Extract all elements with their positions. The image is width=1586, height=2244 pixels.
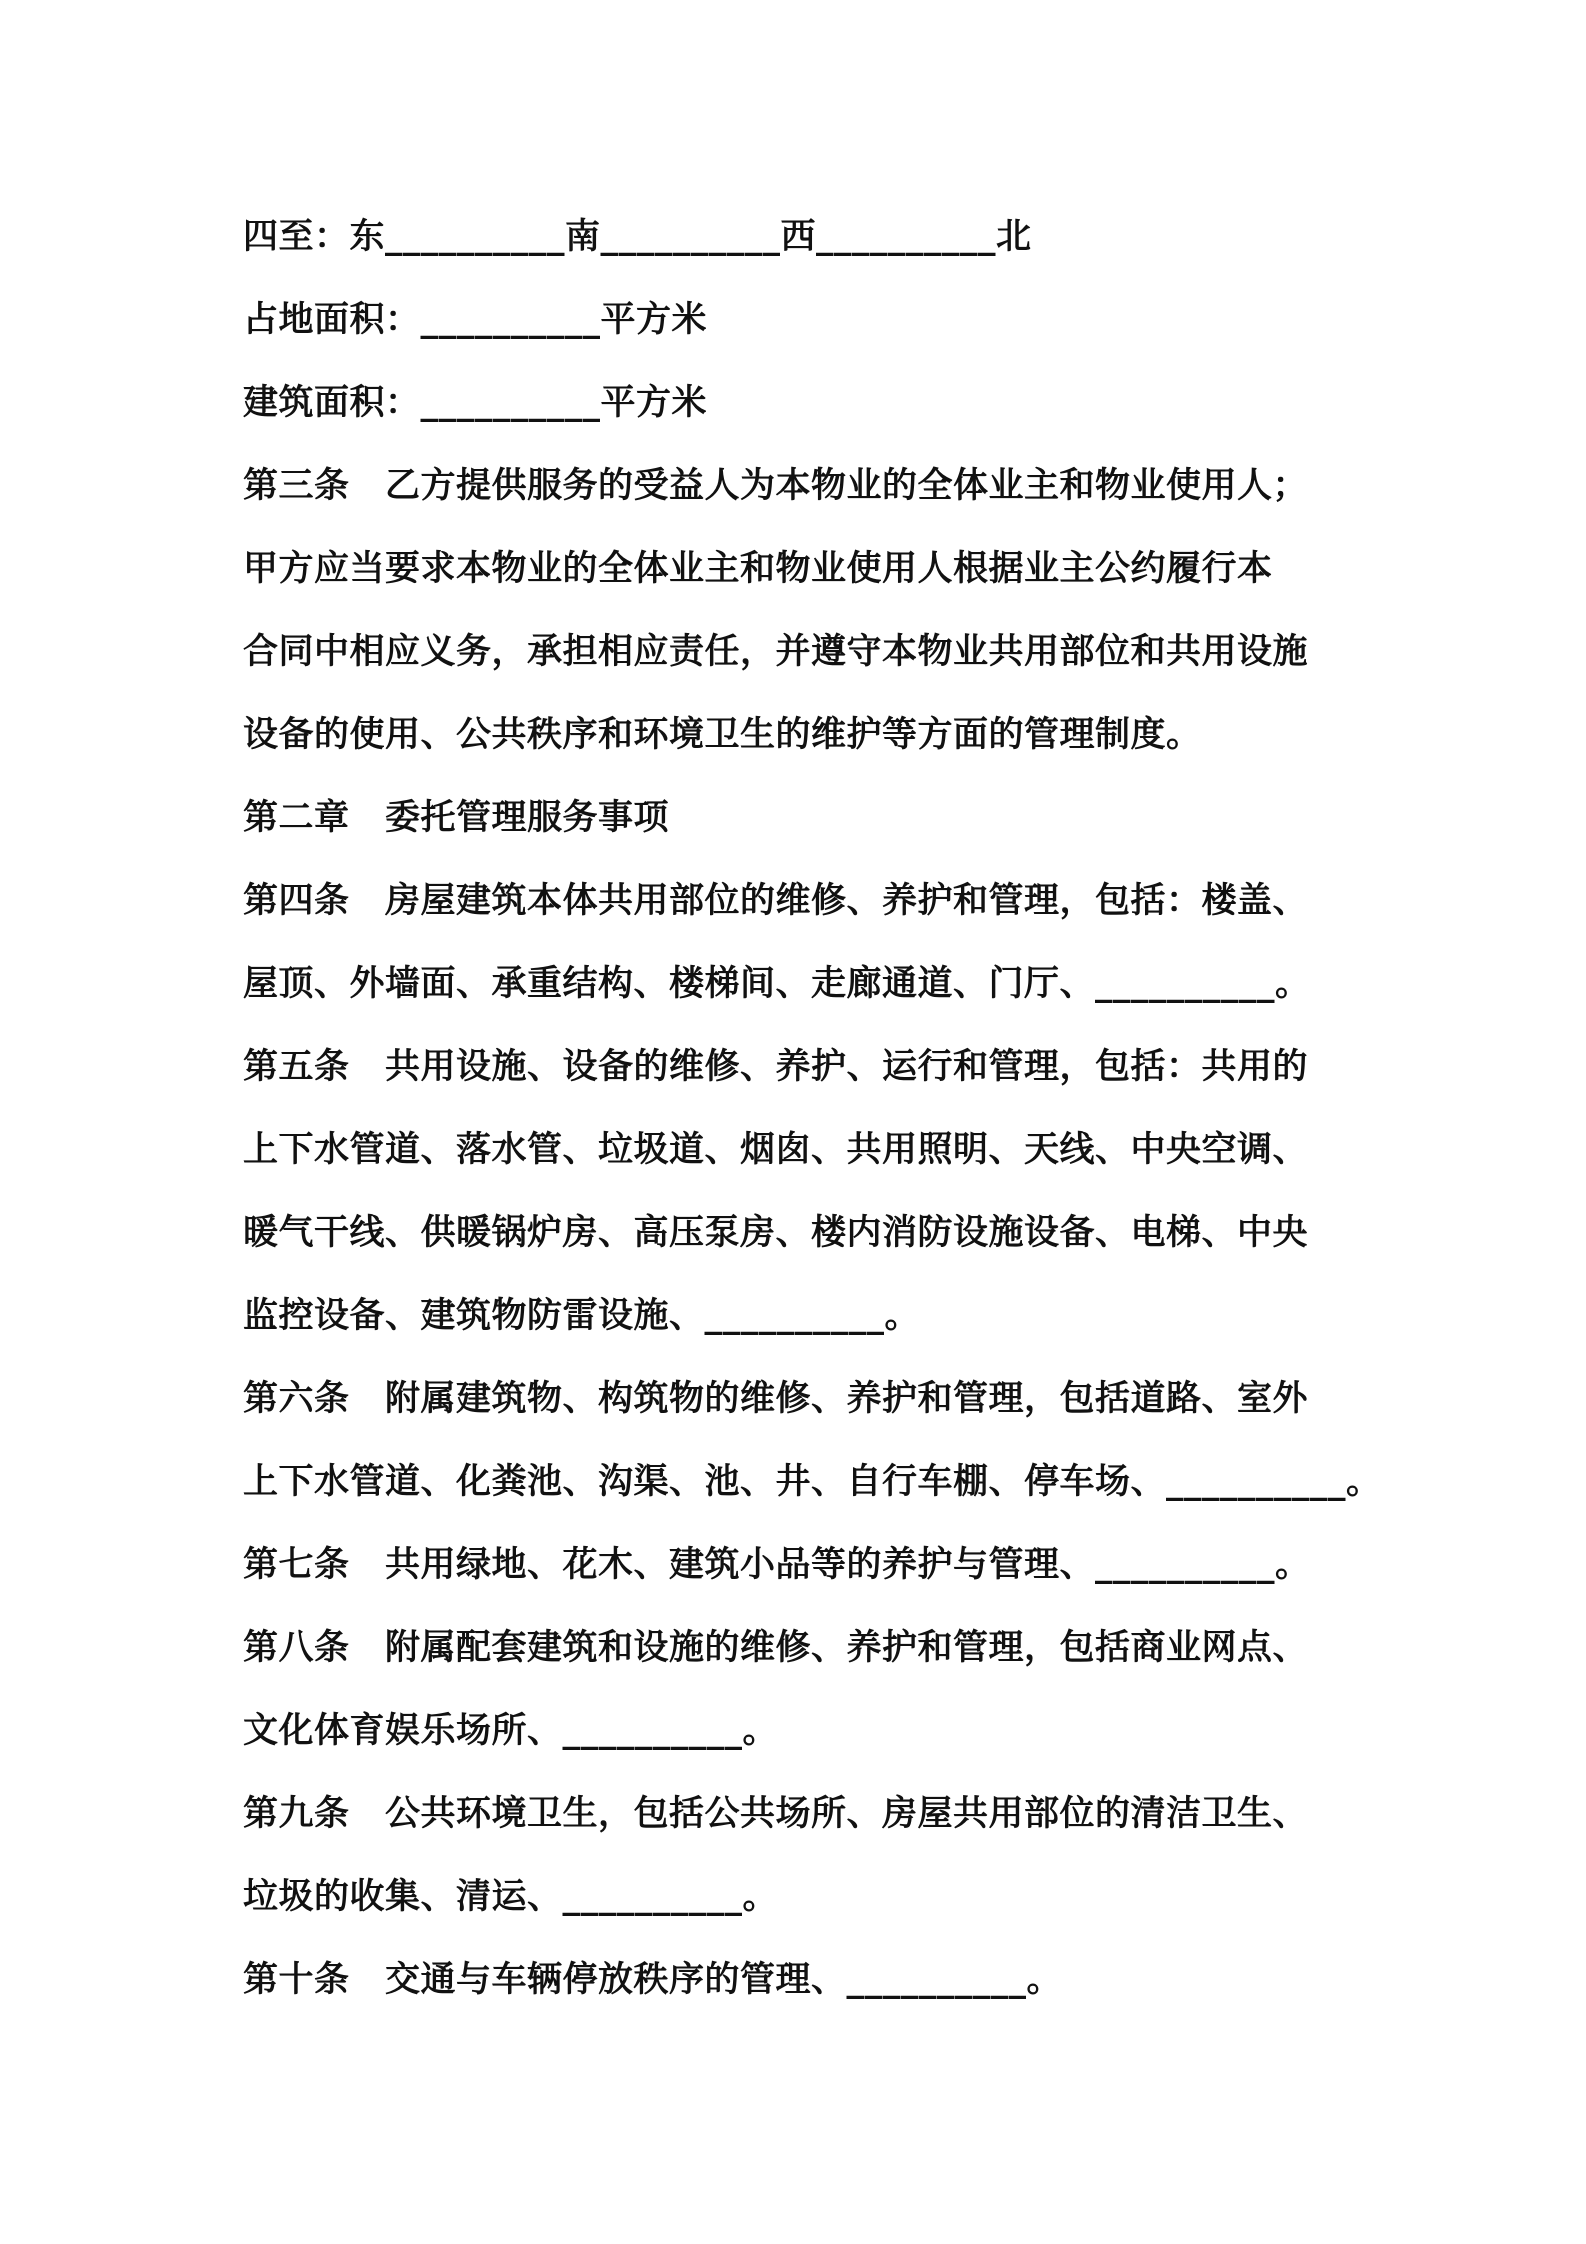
article-3-line-1: 第三条 乙方提供服务的受益人为本物业的全体业主和物业使用人；: [243, 466, 1309, 506]
article-5-line-4: 监控设备、建筑物防雷设施、__________。: [243, 1296, 921, 1336]
article-4-line-1: 第四条 房屋建筑本体共用部位的维修、养护和管理，包括：楼盖、: [243, 881, 1309, 921]
boundary-line: 四至：东__________南__________西__________北: [243, 217, 1032, 257]
land-area-line: 占地面积：__________平方米: [243, 300, 708, 340]
article-7-line-1: 第七条 共用绿地、花木、建筑小品等的养护与管理、__________。: [243, 1545, 1311, 1585]
article-3-line-2: 甲方应当要求本物业的全体业主和物业使用人根据业主公约履行本: [243, 549, 1273, 589]
article-8-line-2: 文化体育娱乐场所、__________。: [243, 1711, 779, 1751]
article-5-line-2: 上下水管道、落水管、垃圾道、烟囱、共用照明、天线、中央空调、: [243, 1130, 1309, 1170]
document-body: [243, 196, 1382, 2022]
chapter-2-heading: 第二章 委托管理服务事项: [243, 798, 670, 838]
article-4-line-2: 屋顶、外墙面、承重结构、楼梯间、走廊通道、门厅、__________。: [243, 964, 1311, 1004]
article-9-line-1: 第九条 公共环境卫生，包括公共场所、房屋共用部位的清洁卫生、: [243, 1794, 1309, 1834]
article-3-line-3: 合同中相应义务，承担相应责任，并遵守本物业共用部位和共用设施: [243, 632, 1309, 672]
article-5-line-1: 第五条 共用设施、设备的维修、养护、运行和管理，包括：共用的: [243, 1047, 1309, 1087]
article-10-line-1: 第十条 交通与车辆停放秩序的管理、__________。: [243, 1960, 1063, 2000]
article-3-line-4: 设备的使用、公共秩序和环境卫生的维护等方面的管理制度。: [243, 715, 1202, 755]
article-6-line-2: 上下水管道、化粪池、沟渠、池、井、自行车棚、停车场、__________。: [243, 1462, 1382, 1502]
article-8-line-1: 第八条 附属配套建筑和设施的维修、养护和管理，包括商业网点、: [243, 1628, 1309, 1668]
article-5-line-3: 暖气干线、供暖锅炉房、高压泵房、楼内消防设施设备、电梯、中央: [243, 1213, 1309, 1253]
article-6-line-1: 第六条 附属建筑物、构筑物的维修、养护和管理，包括道路、室外: [243, 1379, 1309, 1419]
building-area-line: 建筑面积：__________平方米: [243, 383, 708, 423]
article-9-line-2: 垃圾的收集、清运、__________。: [243, 1877, 779, 1917]
